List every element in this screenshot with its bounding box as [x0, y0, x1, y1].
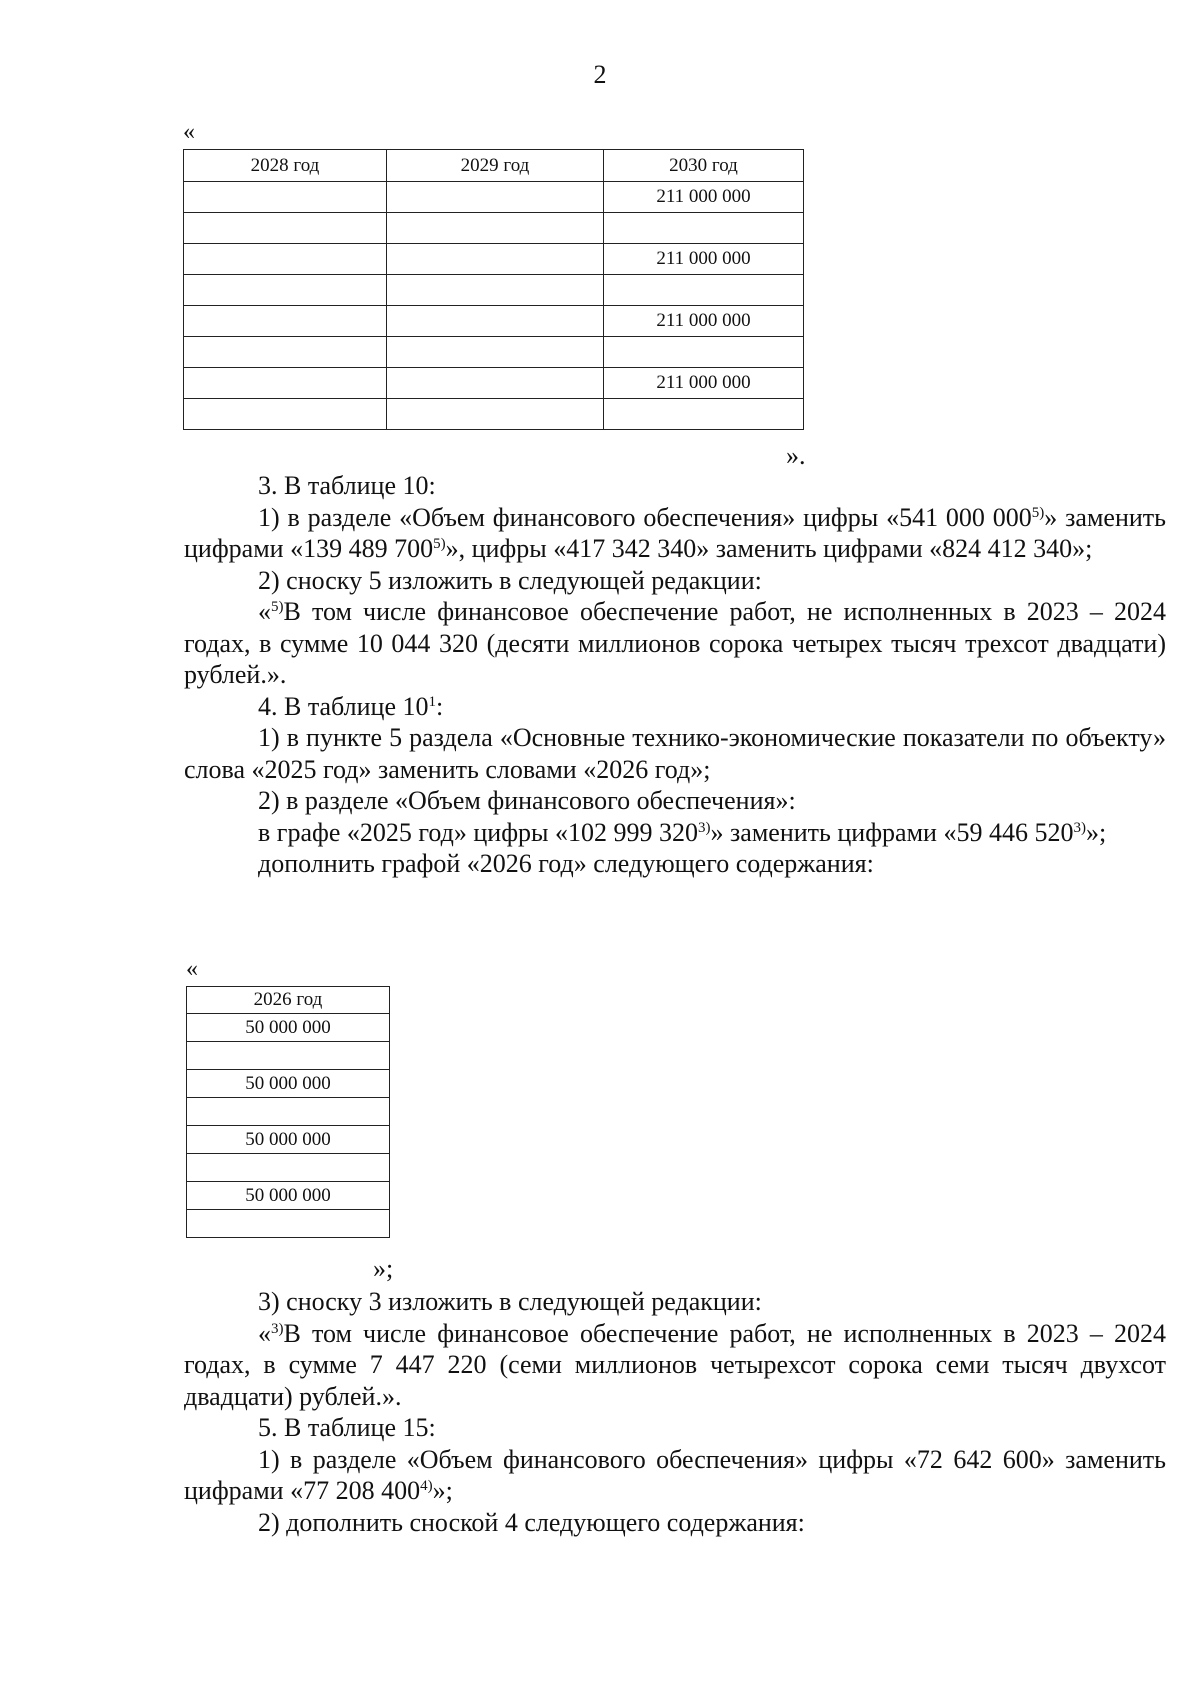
- text-fragment: В том числе финансовое обеспечение работ, не исполненных в 2023 – 2024 годах, в сумме 10 044 320 (десяти миллионов сорока четырех тысяч трехсот двадцати) рублей.».: [184, 597, 1166, 689]
- table-year-2026: [186, 986, 390, 1238]
- section4-add-column: дополнить графой «2026 год» следующего содержания:: [258, 849, 874, 878]
- table-cell: [387, 368, 604, 399]
- footnote-mark: 5): [433, 536, 446, 552]
- amendment-text-upper: [184, 470, 1166, 880]
- table-row: [184, 399, 804, 430]
- table-cell: [604, 337, 804, 368]
- text-fragment: 4. В таблице 10: [258, 691, 429, 721]
- table-cell: [184, 399, 387, 430]
- section4-column-2025: [184, 817, 1166, 849]
- section5-item1: [184, 1444, 1166, 1507]
- table-cell: [604, 213, 804, 244]
- page-number: 2: [593, 60, 607, 89]
- table-row: [184, 213, 804, 244]
- table-row: [184, 306, 804, 337]
- table-row: [184, 275, 804, 306]
- table-cell: 211 000 000: [604, 368, 804, 399]
- table1-header-2030: 2030 год: [604, 150, 804, 182]
- table1-close-quote: ».: [786, 441, 806, 470]
- footnote-mark: 3): [698, 819, 711, 836]
- section4-footnote-quote: [184, 1318, 1166, 1413]
- table-years-2028-2030: [183, 149, 804, 430]
- table-cell: [187, 1098, 390, 1126]
- table-cell: [187, 1042, 390, 1070]
- table-cell: [184, 368, 387, 399]
- text-fragment: 1) в разделе «Объем финансового обеспечения» цифры «72 642 600» заменить цифрами «77 208 400: [184, 1444, 1166, 1505]
- section3-item2: 2) сноску 5 изложить в следующей редакции:: [258, 565, 762, 595]
- text-fragment: », цифры «417 342 340» заменить цифрами «824 412 340»;: [445, 534, 1093, 563]
- footnote-mark: 5): [271, 599, 284, 615]
- table-cell: [387, 399, 604, 430]
- table1-header-2029: 2029 год: [387, 150, 604, 182]
- table-cell: 211 000 000: [604, 306, 804, 337]
- amendment-text-lower: [184, 1286, 1166, 1538]
- table-row: [184, 368, 804, 399]
- table-cell: 50 000 000: [187, 1182, 390, 1210]
- table-cell: [184, 244, 387, 275]
- table1-open-quote: «: [183, 119, 195, 145]
- table2-close-quote: »;: [373, 1254, 394, 1283]
- table-cell: [184, 275, 387, 306]
- table-cell: [184, 213, 387, 244]
- table-cell: [604, 399, 804, 430]
- text-fragment: »;: [1085, 817, 1107, 847]
- section3-item1: [184, 502, 1166, 565]
- footnote-mark: 3): [1073, 819, 1086, 836]
- table1-header-row: [184, 150, 804, 182]
- section5-heading: 5. В таблице 15:: [258, 1413, 436, 1442]
- table-cell: [187, 1154, 390, 1182]
- text-fragment: 1) в разделе «Объем финансового обеспечения» цифры «541 000 000: [258, 502, 1032, 532]
- text-fragment: В том числе финансовое обеспечение работ, не исполненных в 2023 – 2024 годах, в сумме 7 447 220 (семи миллионов четырехсот сорока семи тысяч двухсот двадцати) рублей.».: [184, 1318, 1166, 1411]
- table-cell: [387, 275, 604, 306]
- section4-heading: [184, 691, 1166, 723]
- section3-footnote-quote: [184, 596, 1166, 691]
- table-cell: [184, 337, 387, 368]
- table-row: [187, 1126, 390, 1154]
- table-cell: [387, 306, 604, 337]
- footnote-mark: 1: [428, 693, 436, 710]
- text-fragment: » заменить цифрами «59 446 520: [710, 817, 1074, 847]
- table-cell: [387, 213, 604, 244]
- text-fragment: «: [258, 1318, 271, 1348]
- table-row: [184, 337, 804, 368]
- footnote-mark: 5): [1031, 504, 1045, 521]
- section4-item2: 2) в разделе «Объем финансового обеспечения»:: [258, 786, 796, 815]
- table-row: [187, 1210, 390, 1238]
- table-row: [187, 1014, 390, 1042]
- text-fragment: «: [258, 597, 271, 626]
- table2-header-row: [187, 987, 390, 1014]
- section4-item1: 1) в пункте 5 раздела «Основные технико-экономические показатели по объекту» слова «2025 год» заменить словами «2026 год»;: [184, 723, 1166, 784]
- section3-heading: 3. В таблице 10:: [258, 471, 436, 500]
- table-row: [187, 1042, 390, 1070]
- table-row: [187, 1182, 390, 1210]
- footnote-mark: 3): [271, 1320, 284, 1337]
- table2-header-2026: 2026 год: [187, 987, 390, 1014]
- table-row: [187, 1154, 390, 1182]
- table2-open-quote: «: [186, 956, 198, 982]
- table-cell: [387, 182, 604, 213]
- text-fragment: :: [436, 691, 444, 721]
- table-cell: [184, 182, 387, 213]
- table-cell: [387, 337, 604, 368]
- table-cell: 50 000 000: [187, 1014, 390, 1042]
- table-cell: [187, 1210, 390, 1238]
- section5-item2: 2) дополнить сноской 4 следующего содержания:: [258, 1507, 805, 1537]
- table-cell: 211 000 000: [604, 182, 804, 213]
- text-fragment: »;: [432, 1476, 453, 1505]
- table-cell: [604, 275, 804, 306]
- table1-header-2028: 2028 год: [184, 150, 387, 182]
- table-row: [187, 1070, 390, 1098]
- table-cell: 50 000 000: [187, 1070, 390, 1098]
- text-fragment: в графе «2025 год» цифры «102 999 320: [258, 817, 699, 847]
- table-cell: [387, 244, 604, 275]
- table-row: [187, 1098, 390, 1126]
- table-cell: 50 000 000: [187, 1126, 390, 1154]
- table-cell: [184, 306, 387, 337]
- section4-item3: 3) сноску 3 изложить в следующей редакции:: [258, 1287, 762, 1316]
- text-fragment: » заменить цифрами «139 489 700: [184, 502, 1167, 563]
- table-row: [184, 182, 804, 213]
- table-row: [184, 244, 804, 275]
- footnote-mark: 4): [420, 1478, 433, 1494]
- table-cell: 211 000 000: [604, 244, 804, 275]
